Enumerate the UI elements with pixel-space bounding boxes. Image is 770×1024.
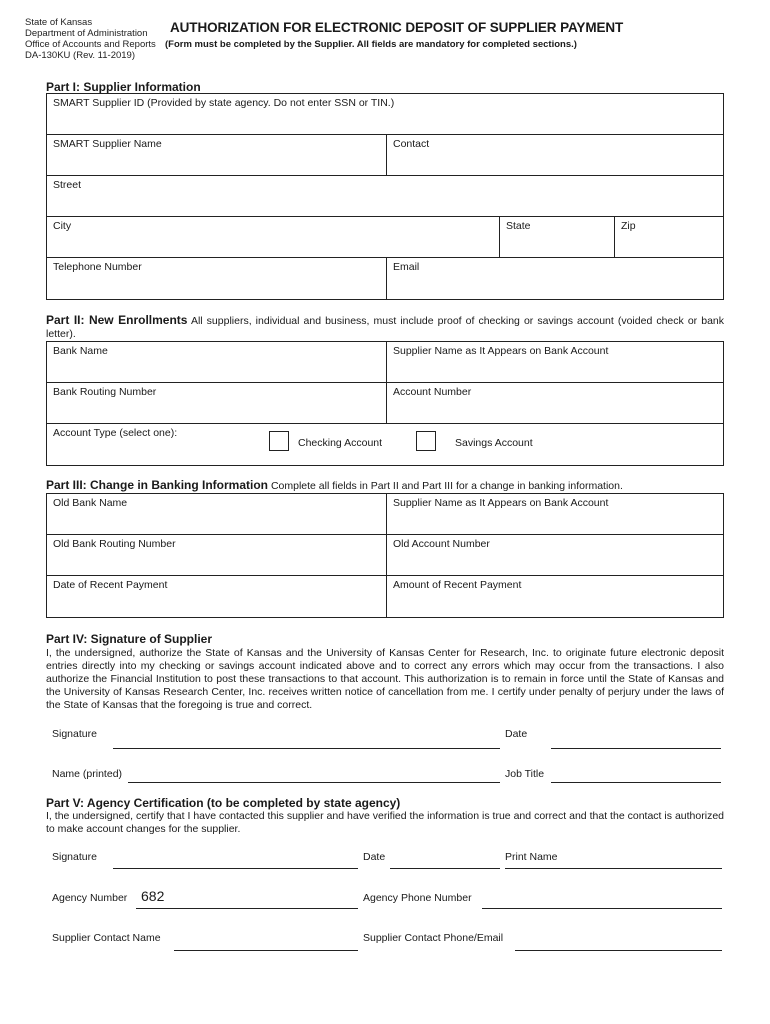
name-printed-label: Name (printed)	[52, 768, 123, 780]
agency-signature-label: Signature	[52, 851, 97, 863]
row-routing-account	[47, 383, 723, 424]
telephone-label: Telephone Number	[53, 261, 142, 273]
agency-phone-label: Agency Phone Number	[363, 892, 472, 904]
email-label: Email	[393, 261, 420, 273]
old-bank-name-field[interactable]	[47, 494, 386, 534]
bank-name-field[interactable]	[47, 342, 386, 382]
recent-payment-date-label: Date of Recent Payment	[53, 579, 168, 591]
agency-signature-line[interactable]	[113, 868, 358, 869]
part1-grid	[46, 93, 724, 300]
part3-header	[46, 479, 724, 493]
row-supplier-id	[47, 94, 723, 135]
supplier-contact-name-line[interactable]	[174, 950, 358, 951]
old-routing-field[interactable]	[47, 535, 386, 575]
row-recent-payment	[47, 576, 723, 617]
agency-number-value[interactable]: 682	[141, 888, 165, 904]
supplier-signature-label: Signature	[52, 728, 97, 740]
old-account-field[interactable]	[386, 535, 723, 575]
row-old-routing	[47, 535, 723, 576]
part1-heading: Part I: Supplier Information	[46, 80, 201, 94]
bank-name-label: Bank Name	[53, 345, 108, 357]
supplier-contact-name-label: Supplier Contact Name	[52, 932, 161, 944]
name-printed-line[interactable]	[128, 782, 500, 783]
part3-heading: Part III: Change in Banking Information	[46, 478, 269, 492]
account-number-field[interactable]	[386, 383, 723, 423]
old-bank-name-label: Old Bank Name	[53, 497, 128, 509]
telephone-field[interactable]	[47, 258, 386, 299]
supplier-id-label: SMART Supplier ID (Provided by state agency. Do not enter SSN or TIN.)	[53, 97, 395, 109]
savings-label: Savings Account	[455, 437, 533, 449]
account-type-field	[47, 424, 723, 465]
form-title: AUTHORIZATION FOR ELECTRONIC DEPOSIT OF SUPPLIER PAYMENT	[170, 20, 624, 35]
job-title-line[interactable]	[551, 782, 721, 783]
row-name-contact	[47, 135, 723, 176]
name-on-account-field[interactable]	[386, 342, 723, 382]
checking-label: Checking Account	[298, 437, 383, 449]
part2-note: All suppliers, individual and business, must include proof of checking or savings account (voided check or bank letter).	[46, 315, 724, 340]
state-label: State	[506, 220, 531, 232]
account-number-label: Account Number	[393, 386, 472, 398]
row-account-type	[47, 424, 723, 465]
state-field[interactable]	[499, 217, 614, 257]
row-old-bank	[47, 494, 723, 535]
row-city-state-zip	[47, 217, 723, 258]
form-subtitle: (Form must be completed by the Supplier. All fields are mandatory for completed sections.)	[165, 39, 577, 50]
agency-date-label: Date	[363, 851, 386, 863]
agency-line: Department of Administration	[25, 28, 148, 39]
supplier-signature-line[interactable]	[113, 748, 500, 749]
agency-line: State of Kansas	[25, 17, 93, 28]
checking-checkbox[interactable]	[269, 431, 289, 451]
street-field[interactable]	[47, 176, 723, 216]
part5-heading: Part V: Agency Certification (to be completed by state agency)	[46, 796, 401, 810]
row-phone-email	[47, 258, 723, 299]
part5-text: I, the undersigned, certify that I have contacted this supplier and have verified the information is true and correct and that the contact is authorized to make account changes for the supplier.	[46, 810, 724, 835]
print-name-label: Print Name	[505, 851, 558, 863]
supplier-contact-phone-line[interactable]	[515, 950, 722, 951]
part3-note: Complete all fields in Part II and Part III for a change in banking information.	[270, 480, 623, 492]
street-label: Street	[53, 179, 82, 191]
job-title-label: Job Title	[505, 768, 545, 780]
zip-field[interactable]	[614, 217, 723, 257]
supplier-date-label: Date	[505, 728, 528, 740]
savings-checkbox[interactable]	[416, 431, 436, 451]
part4-text: I, the undersigned, authorize the State of Kansas and the University of Kansas Center for Research, Inc. to originate future electronic deposit entries directly into my checking or savings account indicated above and to correct any errors which may occur from the transactions. I also authorize the Financial Institution to post these transactions to that account. This authorization is to remain in force until the State of Kansas and the University of Kansas Research Center, Inc. receives written notice of cancellation from me. I certify under penalty of perjury under the laws of the State of Kansas that the foregoing is true and correct.	[46, 647, 724, 711]
name-on-account-label: Supplier Name as It Appears on Bank Account	[393, 345, 609, 357]
supplier-name-field[interactable]	[47, 135, 386, 175]
city-label: City	[53, 220, 72, 232]
part2-header	[46, 314, 724, 341]
city-field[interactable]	[47, 217, 499, 257]
agency-date-line[interactable]	[390, 868, 500, 869]
agency-number-line[interactable]	[136, 908, 358, 909]
supplier-contact-phone-label: Supplier Contact Phone/Email	[363, 932, 504, 944]
zip-label: Zip	[621, 220, 636, 232]
account-type-label: Account Type (select one):	[53, 427, 178, 439]
part3-grid	[46, 493, 724, 618]
old-routing-label: Old Bank Routing Number	[53, 538, 176, 550]
supplier-date-line[interactable]	[551, 748, 721, 749]
agency-block	[25, 17, 156, 61]
supplier-id-field[interactable]	[47, 94, 723, 134]
row-bank-name	[47, 342, 723, 383]
part2-grid	[46, 341, 724, 466]
row-street	[47, 176, 723, 217]
old-name-on-account-label: Supplier Name as It Appears on Bank Account	[393, 497, 609, 509]
recent-payment-date-field[interactable]	[47, 576, 386, 617]
agency-line: Office of Accounts and Reports	[25, 39, 156, 50]
routing-number-field[interactable]	[47, 383, 386, 423]
part2-heading: Part II: New Enrollments	[46, 313, 188, 327]
recent-payment-amount-field[interactable]	[386, 576, 723, 617]
routing-number-label: Bank Routing Number	[53, 386, 157, 398]
contact-field[interactable]	[386, 135, 723, 175]
old-name-on-account-field[interactable]	[386, 494, 723, 534]
form-number: DA-130KU (Rev. 11-2019)	[25, 50, 136, 61]
old-account-label: Old Account Number	[393, 538, 490, 550]
email-field[interactable]	[386, 258, 723, 299]
supplier-name-label: SMART Supplier Name	[53, 138, 162, 150]
agency-phone-line[interactable]	[482, 908, 722, 909]
recent-payment-amount-label: Amount of Recent Payment	[393, 579, 522, 591]
print-name-line[interactable]	[505, 868, 722, 869]
part4-heading: Part IV: Signature of Supplier	[46, 632, 213, 646]
contact-label: Contact	[393, 138, 430, 150]
agency-number-label: Agency Number	[52, 892, 128, 904]
